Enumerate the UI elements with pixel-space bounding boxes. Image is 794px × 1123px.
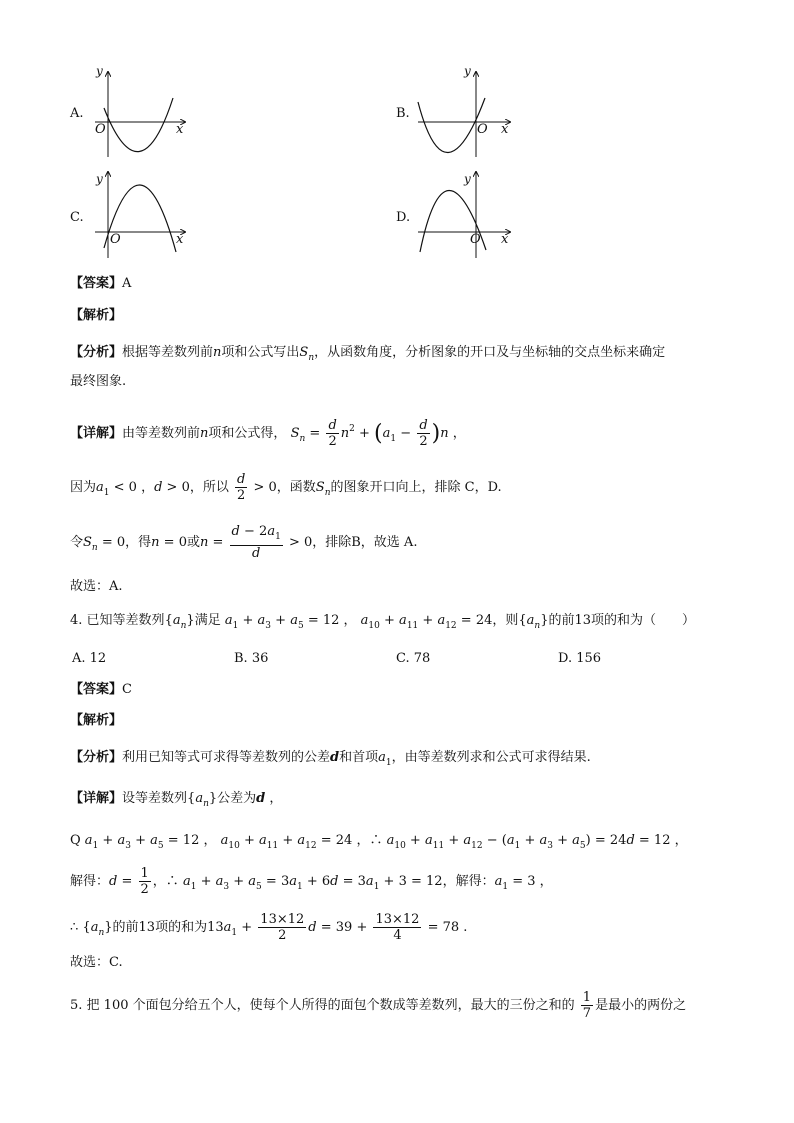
graph-a <box>95 72 185 157</box>
q4-option-c: C. 78 <box>396 651 431 666</box>
parabola-a <box>104 98 173 152</box>
q3-because-line: 因为$a_1 < 0$ ，d > 0，所以 $\frac{d}{2}$ > 0，函数$S_n$的图象开口向上，排除 C，D. <box>70 472 502 503</box>
q3-conclusion: 故选：A. <box>70 579 123 594</box>
axis-x-label: x <box>176 122 184 137</box>
q3-let-line: 令$S_n = 0$，得n = 0或n = $\frac{d - 2a_1}{d}$ > 0，排除B，故选 A. <box>70 524 418 561</box>
origin-label: O <box>477 122 488 137</box>
q4-option-b: B. 36 <box>234 651 269 666</box>
axis-y-label: y <box>96 64 103 78</box>
q4-option-d: D. 156 <box>558 651 602 666</box>
origin-label: O <box>95 122 106 137</box>
q4-eq-line2: 解得：d = $\frac{1}{2}$ ，∴ $a_1 + a_3 + a_5 = 3a_1 + 6d = 3a_1 + 3 = 12$，解得：$a_1 = 3$ ， <box>70 866 553 897</box>
origin-label: O <box>470 232 481 247</box>
origin-label: O <box>110 232 121 247</box>
axis-y-label: y <box>464 172 471 186</box>
q4-eq-line1: Q $a_1 + a_3 + a_5 = 12$ ， $a_{10} + a_{11} + a_{12} = 24$ ，∴ $a_{10} + a_{11} + a_{12} - (a_1 + a_3 + a_5) = 24d = 12$ ， <box>70 833 688 851</box>
axis-x-label: x <box>501 122 509 137</box>
q3-analysis-tag: 【解析】 <box>70 308 123 323</box>
axis-y-label: y <box>96 172 103 186</box>
q4-analysis-tag: 【解析】 <box>70 713 123 728</box>
option-graphs <box>60 60 760 260</box>
axis-y-label: y <box>464 64 471 78</box>
q4-eq-line3: ∴ $\{a_n\}$的前13项的和为$13a_1$ + $\frac{13\times 12}{2}$ d = 39 + $\frac{13\times 12}{4}$ = 78 . <box>70 912 468 943</box>
option-b-label: B. <box>396 106 410 121</box>
axis-x-label: x <box>501 232 509 247</box>
q4-fenxi: 【分析】利用已知等式可求得等差数列的公差d和首项$a_1$，由等差数列求和公式可求得结果. <box>70 750 591 768</box>
q5-stem: 5. 把 100 个面包分给五个人，使每个人所得的面包个数成等差数列，最大的三份之和的 $\frac{1}{7}$ 是最小的两份之 <box>70 990 687 1021</box>
option-a-label: A. <box>70 106 84 121</box>
q3-answer: 【答案】A <box>70 276 132 291</box>
q4-conclusion: 故选：C. <box>70 955 123 970</box>
graph-b <box>418 72 510 157</box>
option-d-label: D. <box>396 210 411 225</box>
q3-xiangjie: 【详解】由等差数列前n项和公式得， $S_n$ = $\frac{d}{2}$ $n^2 + (a_1$ − $\frac{d}{2}$ )n ， <box>70 418 466 449</box>
q3-fenxi-line1: 【分析】根据等差数列前n项和公式写出$S_n$，从函数角度，分析图象的开口及与坐标轴的交点坐标来确定 <box>70 345 666 363</box>
q4-answer: 【答案】C <box>70 682 132 697</box>
q4-option-a: A. 12 <box>72 651 107 666</box>
parabola-b <box>418 98 485 153</box>
q4-stem: 4. 已知等差数列$\{a_n\}$满足 $a_1 + a_3 + a_5 = 12$ ， $a_{10} + a_{11} + a_{12} = 24$，则$\{a_n\}$的前13项的和为（ ） <box>70 613 696 631</box>
q3-fenxi-line2: 最终图象. <box>70 374 127 389</box>
option-c-label: C. <box>70 210 84 225</box>
axis-x-label: x <box>176 232 184 247</box>
q4-xiangjie: 【详解】设等差数列$\{a_n\}$公差为d ， <box>70 791 283 809</box>
graph-c <box>95 172 185 258</box>
